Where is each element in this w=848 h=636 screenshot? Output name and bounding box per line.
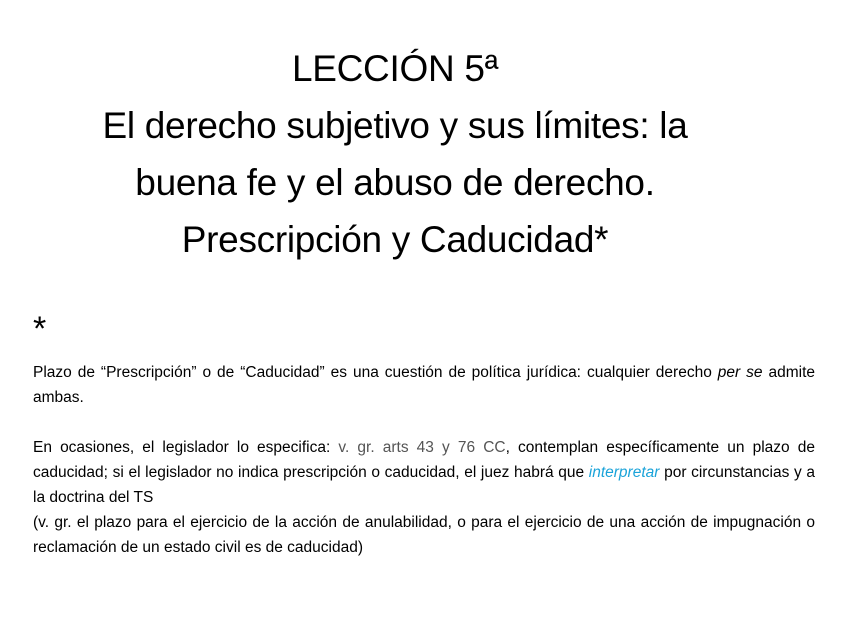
paragraph-legislator-text: En ocasiones, el legislador lo especifica:	[33, 439, 339, 456]
paragraph-gap	[33, 410, 815, 435]
paragraph-definition-end: admite ambas.	[33, 364, 815, 406]
paragraph-legislator-middle: , contemplan específicamente un plazo de caducidad; si el legislador no indica prescripción o caducidad, el juez habrá que	[33, 439, 815, 481]
interpretar-highlight: interpretar	[588, 464, 660, 481]
title-line-3: buena fe y el abuso de derecho.	[135, 162, 655, 203]
paragraph-legislator	[33, 435, 815, 510]
footnote-asterisk: *	[33, 310, 47, 348]
slide-title	[30, 40, 760, 268]
paragraph-definition-text: Plazo de “Prescripción” o de “Caducidad” es una cuestión de política jurídica: cualquier derecho	[33, 364, 718, 381]
title-line-2: El derecho subjetivo y sus límites: la	[102, 105, 688, 146]
footnote-text	[33, 360, 815, 560]
title-line-4: Prescripción y Caducidad*	[181, 219, 609, 260]
paragraph-example: (v. gr. el plazo para el ejercicio de la acción de anulabilidad, o para el ejercicio de una acción de impugnación o reclamación de un estado civil es de caducidad)	[33, 514, 815, 556]
paragraph-definition	[33, 360, 815, 410]
title-line-lesson: LECCIÓN 5ª	[291, 48, 499, 89]
article-reference: v. gr. arts 43 y 76 CC	[338, 439, 506, 456]
paragraph-legislator-end: por circunstancias y a la doctrina del TS	[33, 464, 815, 506]
per-se-emphasis: per se	[717, 364, 763, 381]
